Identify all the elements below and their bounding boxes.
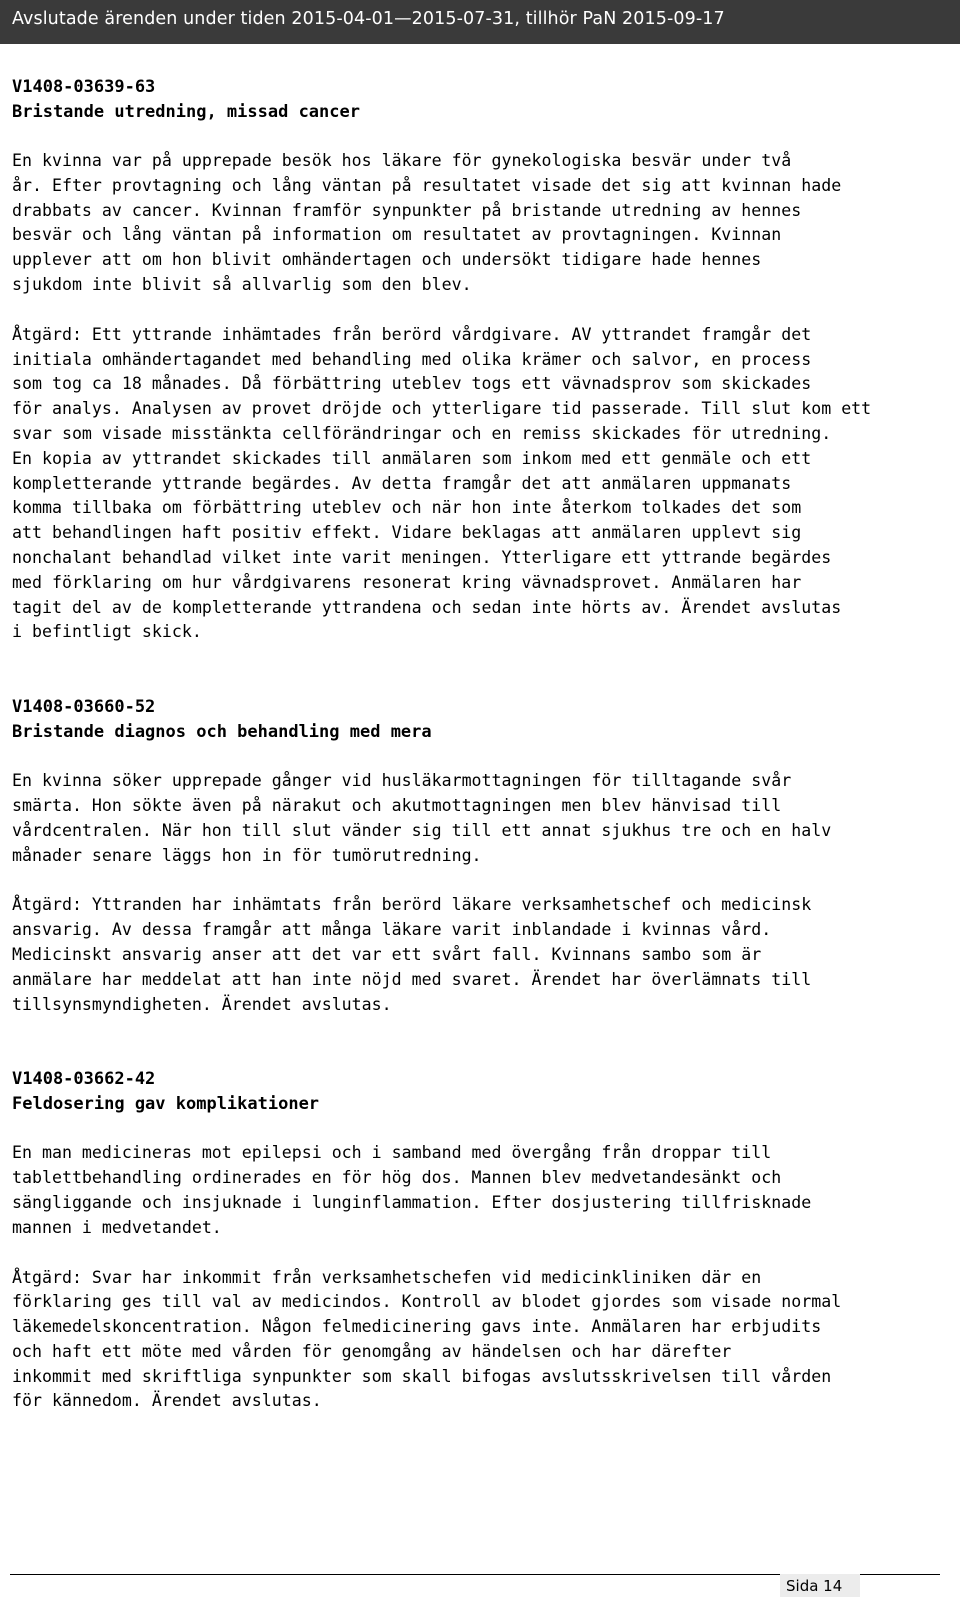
page-number: Sida 14 [786,1577,843,1595]
page-header [0,0,960,44]
text-line: vårdcentralen. När hon till slut vänder sig till ett annat sjukhus tre och en halv [12,820,832,840]
text-line: läkemedelskoncentration. Någon felmedicinering gavs inte. Anmälaren har erbjudits [12,1317,822,1337]
case-id: V1408-03639-63 [12,77,156,97]
text-line: med förklaring om hur vårdgivarens resonerat kring vävnadsprovet. Anmälaren har [12,572,802,592]
text-line: sjukdom inte blivit så allvarlig som den blev. [12,274,472,294]
case-action [12,1266,912,1415]
text-line: kompletterande yttrande begärdes. Av detta framgår det att anmälaren uppmanats [12,473,792,493]
header-text: Avslutade ärenden under tiden 2015-04-01—2015-07-31, tillhör PaN 2015-09-17 [12,9,725,29]
case-entry [12,1067,912,1414]
text-line: inkommit med skriftliga synpunkter som skall bifogas avslutsskrivelsen till vården [12,1366,832,1386]
case-title: Feldosering gav komplikationer [12,1094,320,1115]
text-line: svar som visade misstänkta cellförändringar och en remiss skickades för utredning. [12,423,832,443]
text-line: ansvarig. Av dessa framgår att många läkare varit inblandade i kvinnas vård. [12,920,772,940]
text-line: sängliggande och insjuknade i lunginflammation. Efter dosjustering tillfrisknade [12,1192,812,1212]
text-line: besvär och lång väntan på information om resultatet av provtagningen. Kvinnan [12,225,782,245]
text-line: komma tillbaka om förbättring uteblev och när hon inte återkom tolkades det som [12,498,802,518]
text-line: En kvinna var på upprepade besök hos läkare för gynekologiska besvär under två [12,151,792,170]
text-line: mannen i medvetandet. [12,1217,222,1237]
case-description [12,1141,912,1240]
text-line: tagit del av de kompletterande yttrandena och sedan inte hörts av. Ärendet avslutas [12,597,842,617]
text-line: drabbats av cancer. Kvinnan framför synpunkter på bristande utredning av hennes [12,200,802,220]
text-line: anmälare har meddelat att han inte nöjd med svaret. Ärendet har överlämnats till [12,969,812,989]
document-body [12,75,912,1414]
case-id: V1408-03662-42 [12,1069,156,1090]
text-line: för analys. Analysen av provet dröjde och ytterligare tid passerade. Till slut kom ett [12,399,872,419]
text-line: Åtgärd: Ett yttrande inhämtades från berörd vårdgivare. AV yttrandet framgår det [12,324,812,344]
text-line: tillsynsmyndigheten. Ärendet avslutas. [12,994,392,1014]
case-action [12,323,912,645]
case-entry [12,75,912,645]
text-line: förklaring ges till val av medicindos. Kontroll av blodet gjordes som visade normal [12,1292,842,1312]
text-line: i befintligt skick. [12,622,202,642]
text-line: tablettbehandling ordinerades en för hög dos. Mannen blev medvetandesänkt och [12,1168,782,1188]
text-line: Åtgärd: Yttranden har inhämtats från berörd läkare verksamhetschef och medicinsk [12,895,812,915]
case-id: V1408-03660-52 [12,697,156,718]
text-line: månader senare läggs hon in för tumörutredning. [12,845,482,865]
case-title: Bristande diagnos och behandling med mera [12,722,432,743]
text-line: initiala omhändertagandet med behandling med olika krämer och salvor, en process [12,349,812,369]
text-line: Medicinskt ansvarig anser att det var ett svårt fall. Kvinnans sambo som är [12,944,762,964]
text-line: smärta. Hon sökte även på närakut och akutmottagningen men blev hänvisad till [12,795,782,815]
text-line: som tog ca 18 månades. Då förbättring uteblev togs ett vävnadsprov som skickades [12,374,812,394]
case-title: Bristande utredning, missad cancer [12,102,360,122]
text-line: nonchalant behandlad vilket inte varit meningen. Ytterligare ett yttrande begärdes [12,547,832,567]
text-line: upplever att om hon blivit omhändertagen och undersökt tidigare hade hennes [12,250,762,270]
text-line: En man medicineras mot epilepsi och i samband med övergång från droppar till [12,1143,772,1163]
case-action [12,893,912,1017]
page-footer [0,1574,960,1597]
text-line: En kopia av yttrandet skickades till anmälaren som inkom med ett genmäle och ett [12,448,812,468]
case-description [12,769,912,868]
text-line: för kännedom. Ärendet avslutas. [12,1391,322,1411]
case-entry [12,695,912,1017]
text-line: år. Efter provtagning och lång väntan på resultatet visade det sig att kvinnan hade [12,175,842,195]
text-line: Åtgärd: Svar har inkommit från verksamhetschefen vid medicinkliniken där en [12,1267,762,1287]
text-line: att behandlingen haft positiv effekt. Vidare beklagas att anmälaren upplevt sig [12,523,802,543]
text-line: En kvinna söker upprepade gånger vid husläkarmottagningen för tilltagande svår [12,771,792,791]
text-line: och haft ett möte med vården för genomgång av händelsen och har därefter [12,1341,732,1361]
case-description [12,149,912,298]
